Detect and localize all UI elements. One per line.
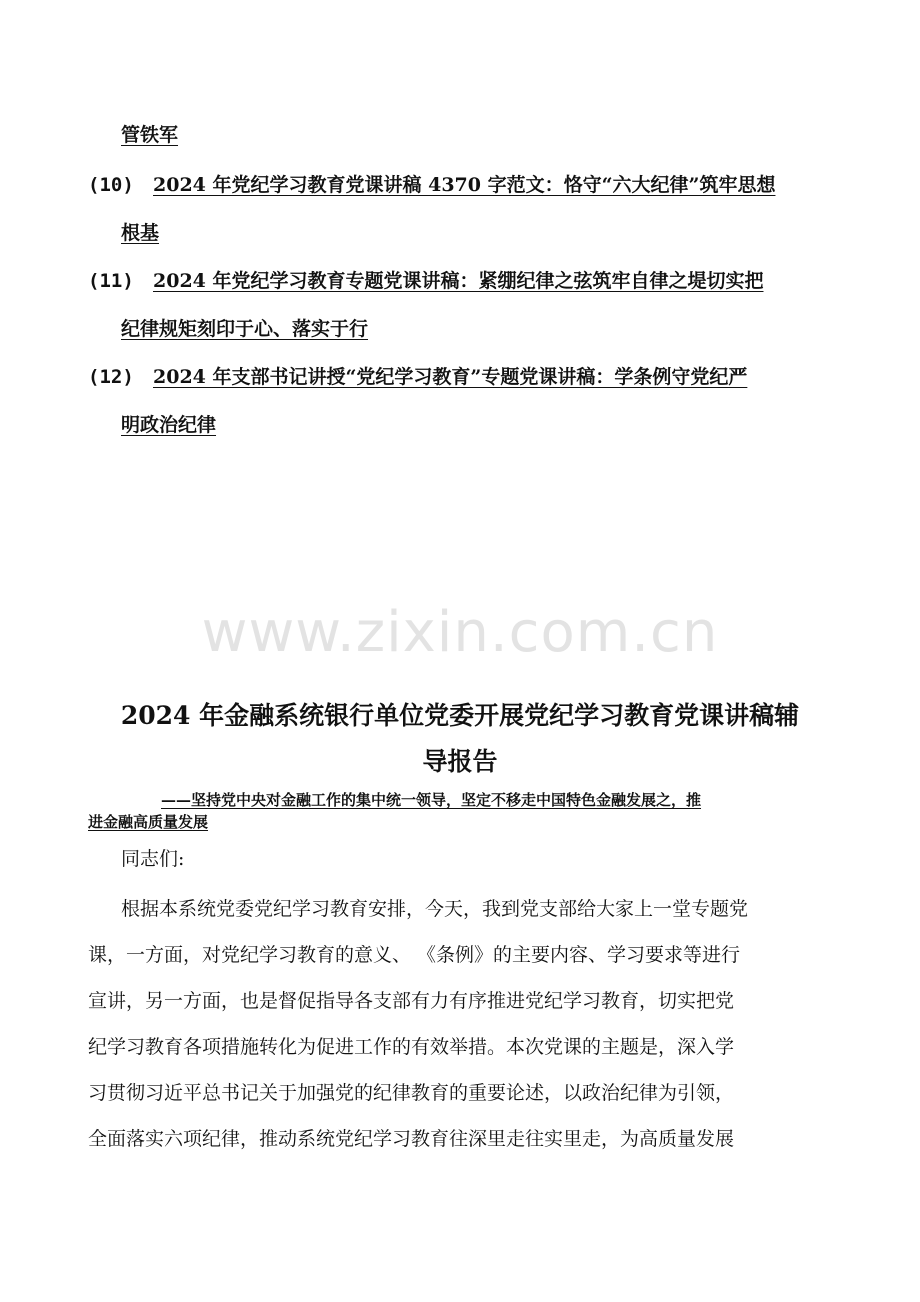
toc-item-12[interactable] <box>153 364 747 390</box>
toc-item-10[interactable] <box>153 172 775 198</box>
toc-item-number: (11) <box>88 270 134 292</box>
toc-item-12-cont[interactable] <box>121 412 216 438</box>
document-subtitle-line-1: ——坚持党中央对金融工作的集中统一领导，坚定不移走中国特色金融发展之，推 <box>161 791 702 809</box>
toc-link-text[interactable]: 2024 年支部书记讲授“党纪学习教育”专题党课讲稿：学条例守党纪严 <box>153 366 748 388</box>
paragraph-line: 纪学习教育各项措施转化为促进工作的有效举措。本次党课的主题是，深入学 <box>88 1036 735 1058</box>
paragraph-line: 习贯彻习近平总书记关于加强党的纪律教育的重要论述，以政治纪律为引领， <box>88 1082 735 1104</box>
toc-item-continued[interactable] <box>121 122 178 148</box>
toc-link-text[interactable]: 2024 年党纪学习教育党课讲稿 4370 字范文：恪守“六大纪律”筑牢思想 <box>153 174 776 196</box>
watermark: www.zixin.com.cn <box>201 600 719 665</box>
toc-link-text[interactable]: 根基 <box>121 222 160 244</box>
document-subtitle-line-2: 进金融高质量发展 <box>88 813 209 831</box>
document-title-line-1: 2024 年金融系统银行单位党委开展党纪学习教育党课讲稿辅 <box>120 701 800 730</box>
paragraph-line: 全面落实六项纪律，推动系统党纪学习教育往深里走往实里走，为高质量发展 <box>88 1128 735 1150</box>
paragraph-line: 宣讲，另一方面，也是督促指导各支部有力有序推进党纪学习教育，切实把党 <box>88 990 735 1012</box>
salutation: 同志们: <box>121 848 185 870</box>
toc-link-text[interactable]: 2024 年党纪学习教育专题党课讲稿：紧绷纪律之弦筑牢自律之堤切实把 <box>153 270 764 292</box>
paragraph-line: 根据本系统党委党纪学习教育安排，今天，我到党支部给大家上一堂专题党 <box>121 898 749 920</box>
toc-item-10-cont[interactable] <box>121 220 159 246</box>
toc-item-11-cont[interactable] <box>121 316 368 342</box>
toc-link-text[interactable]: 纪律规矩刻印于心、落实于行 <box>121 318 369 340</box>
paragraph-line: 课，一方面，对党纪学习教育的意义、 《条例》的主要内容、学习要求等进行 <box>88 944 741 966</box>
toc-item-number: (12) <box>88 366 134 388</box>
toc-link-text[interactable]: 明政治纪律 <box>121 414 217 436</box>
toc-item-number: (10) <box>88 174 134 196</box>
document-title-line-2: 导报告 <box>422 747 498 776</box>
toc-item-11[interactable] <box>153 268 764 294</box>
toc-link-text[interactable]: 管铁军 <box>121 124 179 146</box>
